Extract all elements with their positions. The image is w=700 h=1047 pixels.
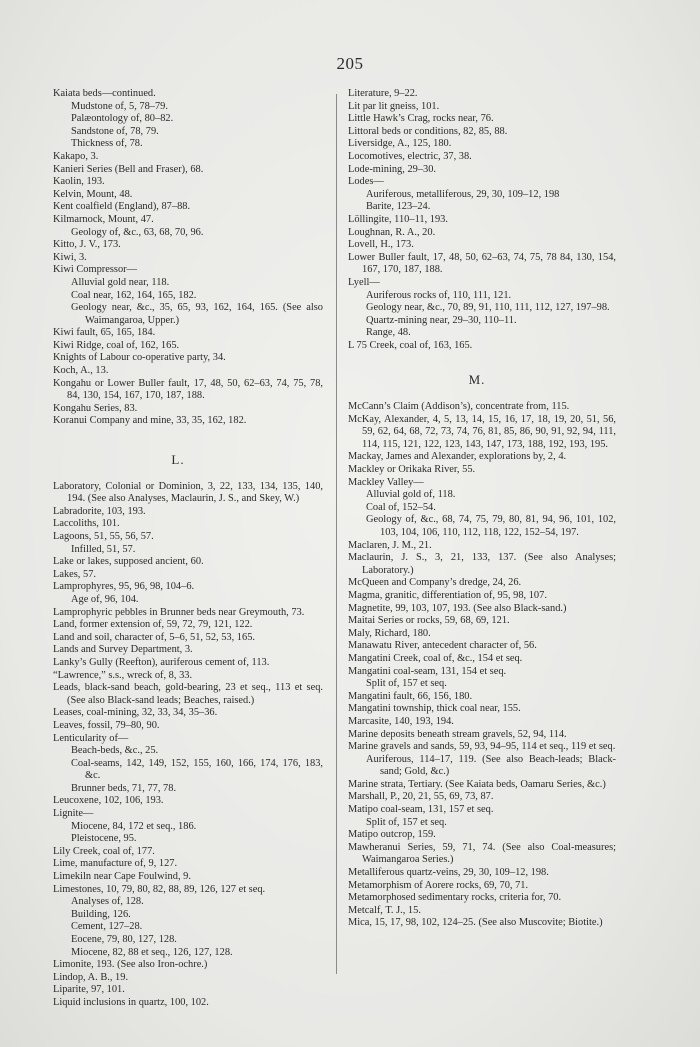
index-subentry: Sandstone of, 78, 79. <box>71 125 159 137</box>
index-entry: Mangatini Creek, coal of, &c., 154 et seq. <box>348 652 523 664</box>
index-subentry: Analyses of, 128. <box>71 896 144 908</box>
index-entry: Loughnan, R. A., 20. <box>348 226 436 238</box>
index-entry: Laboratory, Colonial or Dominion, 3, 22, 133, 134, 135, 140, 194. (See also Analyses, Maclaurin, J. S., and Skey, W.) <box>53 480 323 505</box>
index-subentry: Auriferous, metalliferous, 29, 30, 109–12, 198 <box>366 188 560 200</box>
index-subentry: Thickness of, 78. <box>71 138 143 150</box>
index-entry: Little Hawk’s Crag, rocks near, 76. <box>348 113 494 125</box>
index-entry: Kongahu or Lower Buller fault, 17, 48, 50, 62–63, 74, 75, 78, 84, 130, 154, 167, 170, 187, 188. <box>53 377 323 402</box>
index-entry: Mackley or Orikaka River, 55. <box>348 464 476 476</box>
index-subentry: Quartz-mining near, 29–30, 110–11. <box>366 314 517 326</box>
index-entry: Marshall, P., 20, 21, 55, 69, 73, 87. <box>348 791 494 803</box>
index-subentry: Barite, 123–24. <box>366 201 431 213</box>
index-subentry: Palæontology of, 80–82. <box>71 113 174 125</box>
index-subentry: Split of, 157 et seq. <box>366 816 447 828</box>
index-entry: Leases, coal-mining, 32, 33, 34, 35–36. <box>53 707 218 719</box>
index-entry: Löllingite, 110–11, 193. <box>348 213 448 225</box>
index-entry: Lakes, 57. <box>53 568 96 580</box>
index-entry: Magma, granitic, differentiation of, 95, 98, 107. <box>348 589 547 601</box>
index-subentry: Range, 48. <box>366 327 411 339</box>
index-subentry: Building, 126. <box>71 908 131 920</box>
index-subentry: Beach-beds, &c., 25. <box>71 745 159 757</box>
index-entry: Kitto, J. V., 173. <box>53 239 121 251</box>
index-entry: Matipo outcrop, 159. <box>348 829 436 841</box>
index-entry: Lodes— <box>348 176 384 188</box>
index-subentry: Geology near, &c., 70, 89, 91, 110, 111, 112, 127, 197–98. <box>366 302 610 314</box>
index-entry: Land, former extension of, 59, 72, 79, 121, 122. <box>53 619 253 631</box>
index-entry: Lily Creek, coal of, 177. <box>53 845 155 857</box>
index-entry: Limekiln near Cape Foulwind, 9. <box>53 871 191 883</box>
index-entry: Lindop, A. B., 19. <box>53 971 129 983</box>
index-entry: Mawheranui Series, 59, 71, 74. (See also Coal-measures; Waimangaroa Series.) <box>348 841 616 866</box>
index-entry: Mangatini coal-seam, 131, 154 et seq. <box>348 665 507 677</box>
index-column-left <box>53 88 323 1010</box>
index-entry: McCann’s Claim (Addison’s), concentrate from, 115. <box>348 401 570 413</box>
index-subentry: Mudstone of, 5, 78–79. <box>71 100 168 112</box>
page-number: 205 <box>336 54 364 73</box>
index-entry: L 75 Creek, coal of, 163, 165. <box>348 339 473 351</box>
index-entry: Lyell— <box>348 276 380 288</box>
index-subentry: Infilled, 51, 57. <box>71 543 136 555</box>
index-subentry: Pleistocene, 95. <box>71 833 137 845</box>
index-subentry: Cement, 127–28. <box>71 921 143 933</box>
index-subentry: Eocene, 79, 80, 127, 128. <box>71 934 177 945</box>
index-entry: Liquid inclusions in quartz, 100, 102. <box>53 996 209 1008</box>
index-entry: Mangatini fault, 66, 156, 180. <box>348 690 473 702</box>
index-entry: Kaiata beds—continued. <box>53 88 156 99</box>
index-subentry: Brunner beds, 71, 77, 78. <box>71 782 177 794</box>
index-entry: Lake or lakes, supposed ancient, 60. <box>53 556 204 568</box>
index-entry: McKay, Alexander, 4, 5, 13, 14, 15, 16, 17, 18, 19, 20, 51, 56, 59, 62, 64, 68, 72, 73, 74, 76, 81, 85, 86, 90, 91, 92, 94, 111, 114, 115, 121, 122, 123, 143, 147, 173, 188, 192, 193, 195. <box>348 413 616 450</box>
index-entry: Kiwi Ridge, coal of, 162, 165. <box>53 339 180 351</box>
index-entry: Leads, black-sand beach, gold-bearing, 23 et seq., 113 et seq. (See also Black-sand leads; Beaches, raised.) <box>53 682 323 706</box>
index-entry: Limestones, 10, 79, 80, 82, 88, 89, 126, 127 et seq. <box>53 883 266 895</box>
index-subentry: Auriferous, 114–17, 119. (See also Beach-leads; Black-sand; Gold, &c.) <box>366 753 616 778</box>
index-entry: Kongahu Series, 83. <box>53 402 138 414</box>
index-entry: Marine gravels and sands, 59, 93, 94–95, 114 et seq., 119 et seq. <box>348 741 616 753</box>
index-entry: Maly, Richard, 180. <box>348 627 431 639</box>
index-subentry: Coal near, 162, 164, 165, 182. <box>71 289 197 301</box>
index-entry: Locomotives, electric, 37, 38. <box>348 150 472 162</box>
index-subentry: Geology of, &c., 68, 74, 75, 79, 80, 81, 94, 96, 101, 102, 103, 104, 106, 110, 112, 118, 122, 152–54, 197. <box>366 514 616 538</box>
index-entry: Maclaren, J. M., 21. <box>348 539 432 551</box>
index-subentry: Age of, 96, 104. <box>71 593 139 605</box>
index-subentry: Coal-seams, 142, 149, 152, 155, 160, 166, 174, 176, 183, &c. <box>71 757 323 782</box>
index-entry: Lenticularity of— <box>53 732 129 744</box>
index-subentry: Alluvial gold near, 118. <box>71 276 170 288</box>
index-entry: Metamorphism of Aorere rocks, 69, 70, 71. <box>348 879 529 891</box>
index-entry: Kanieri Series (Bell and Fraser), 68. <box>53 163 204 175</box>
index-entry: Kakapo, 3. <box>53 150 99 162</box>
index-entry: Marcasite, 140, 193, 194. <box>348 715 454 727</box>
index-entry: Maclaurin, J. S., 3, 21, 133, 137. (See also Analyses; Laboratory.) <box>348 552 616 576</box>
index-entry: Lit par lit gneiss, 101. <box>348 100 440 112</box>
section-heading: M. <box>468 372 486 388</box>
index-entry: Lower Buller fault, 17, 48, 50, 62–63, 74, 75, 78 84, 130, 154, 167, 170, 187, 188. <box>348 251 616 276</box>
index-entry: Land and soil, character of, 5–6, 51, 52, 53, 165. <box>53 631 255 643</box>
index-entry: Manawatu River, antecedent character of, 56. <box>348 640 537 652</box>
index-entry: Kelvin, Mount, 48. <box>53 188 133 200</box>
section-heading: L. <box>171 452 185 468</box>
index-entry: Leucoxene, 102, 106, 193. <box>53 795 164 807</box>
index-entry: Kilmarnock, Mount, 47. <box>53 213 154 225</box>
index-entry: Lands and Survey Department, 3. <box>53 644 193 656</box>
index-entry: Mackley Valley— <box>348 476 424 488</box>
index-entry: Lode-mining, 29–30. <box>348 163 437 175</box>
index-entry: Lime, manufacture of, 9, 127. <box>53 858 178 870</box>
index-subentry: Geology near, &c., 35, 65, 93, 162, 164, 165. (See also Waimangaroa, Upper.) <box>71 302 323 326</box>
index-entry: Laccoliths, 101. <box>53 518 120 530</box>
index-entry: Lignite— <box>53 808 94 820</box>
column-divider <box>336 94 337 974</box>
index-subentry: Miocene, 82, 88 et seq., 126, 127, 128. <box>71 946 233 958</box>
index-entry: Koranui Company and mine, 33, 35, 162, 182. <box>53 415 247 427</box>
index-entry: Maitai Series or rocks, 59, 68, 69, 121. <box>348 615 510 627</box>
index-entry: Metcalf, T. J., 15. <box>348 904 421 916</box>
index-entry: Kiwi, 3. <box>53 251 87 263</box>
index-entry: Lamprophyres, 95, 96, 98, 104–6. <box>53 581 195 593</box>
index-entry: Koch, A., 13. <box>53 365 109 377</box>
index-entry: Labradorite, 103, 193. <box>53 505 146 517</box>
index-entry: Limonite, 193. (See also Iron-ochre.) <box>53 959 208 971</box>
index-entry: Lanky’s Gully (Reefton), auriferous cement of, 113. <box>53 656 270 668</box>
index-entry: Metamorphosed sedimentary rocks, criteria for, 70. <box>348 892 562 904</box>
index-entry: Lagoons, 51, 55, 56, 57. <box>53 531 154 542</box>
index-entry: Kiwi Compressor— <box>53 264 137 276</box>
index-entry: Kiwi fault, 65, 165, 184. <box>53 327 156 339</box>
index-entry: Mica, 15, 17, 98, 102, 124–25. (See also Muscovite; Biotite.) <box>348 917 603 929</box>
index-entry: Lovell, H., 173. <box>348 239 414 251</box>
index-entry: “Lawrence,” s.s., wreck of, 8, 33. <box>53 669 193 681</box>
index-entry: Kaolin, 193. <box>53 176 105 188</box>
index-subentry: Coal of, 152–54. <box>366 501 436 513</box>
index-entry: Liversidge, A., 125, 180. <box>348 138 452 150</box>
index-entry: Magnetite, 99, 103, 107, 193. (See also Black-sand.) <box>348 602 567 614</box>
index-entry: Knights of Labour co-operative party, 34. <box>53 352 226 364</box>
index-entry: Kent coalfield (England), 87–88. <box>53 201 191 213</box>
index-subentry: Alluvial gold of, 118. <box>366 489 456 501</box>
index-column-right <box>348 88 616 930</box>
index-entry: Leaves, fossil, 79–80, 90. <box>53 719 160 731</box>
index-entry: McQueen and Company’s dredge, 24, 26. <box>348 577 522 589</box>
index-entry: Matipo coal-seam, 131, 157 et seq. <box>348 804 494 816</box>
index-entry: Liparite, 97, 101. <box>53 984 125 996</box>
index-entry: Metalliferous quartz-veins, 29, 30, 109–12, 198. <box>348 867 549 879</box>
index-entry: Mackay, James and Alexander, explorations by, 2, 4. <box>348 451 567 463</box>
index-entry: Littoral beds or conditions, 82, 85, 88. <box>348 125 508 137</box>
index-subentry: Geology of, &c., 63, 68, 70, 96. <box>71 226 204 238</box>
index-entry: Literature, 9–22. <box>348 88 418 99</box>
index-subentry: Miocene, 84, 172 et seq., 186. <box>71 820 197 832</box>
index-entry: Lamprophyric pebbles in Brunner beds near Greymouth, 73. <box>53 606 305 618</box>
index-entry: Marine strata, Tertiary. (See Kaiata beds, Oamaru Series, &c.) <box>348 778 606 790</box>
index-subentry: Split of, 157 et seq. <box>366 678 447 690</box>
index-subentry: Auriferous rocks of, 110, 111, 121. <box>366 289 512 301</box>
index-entry: Marine deposits beneath stream gravels, 52, 94, 114. <box>348 728 567 740</box>
index-entry: Mangatini township, thick coal near, 155. <box>348 703 521 715</box>
